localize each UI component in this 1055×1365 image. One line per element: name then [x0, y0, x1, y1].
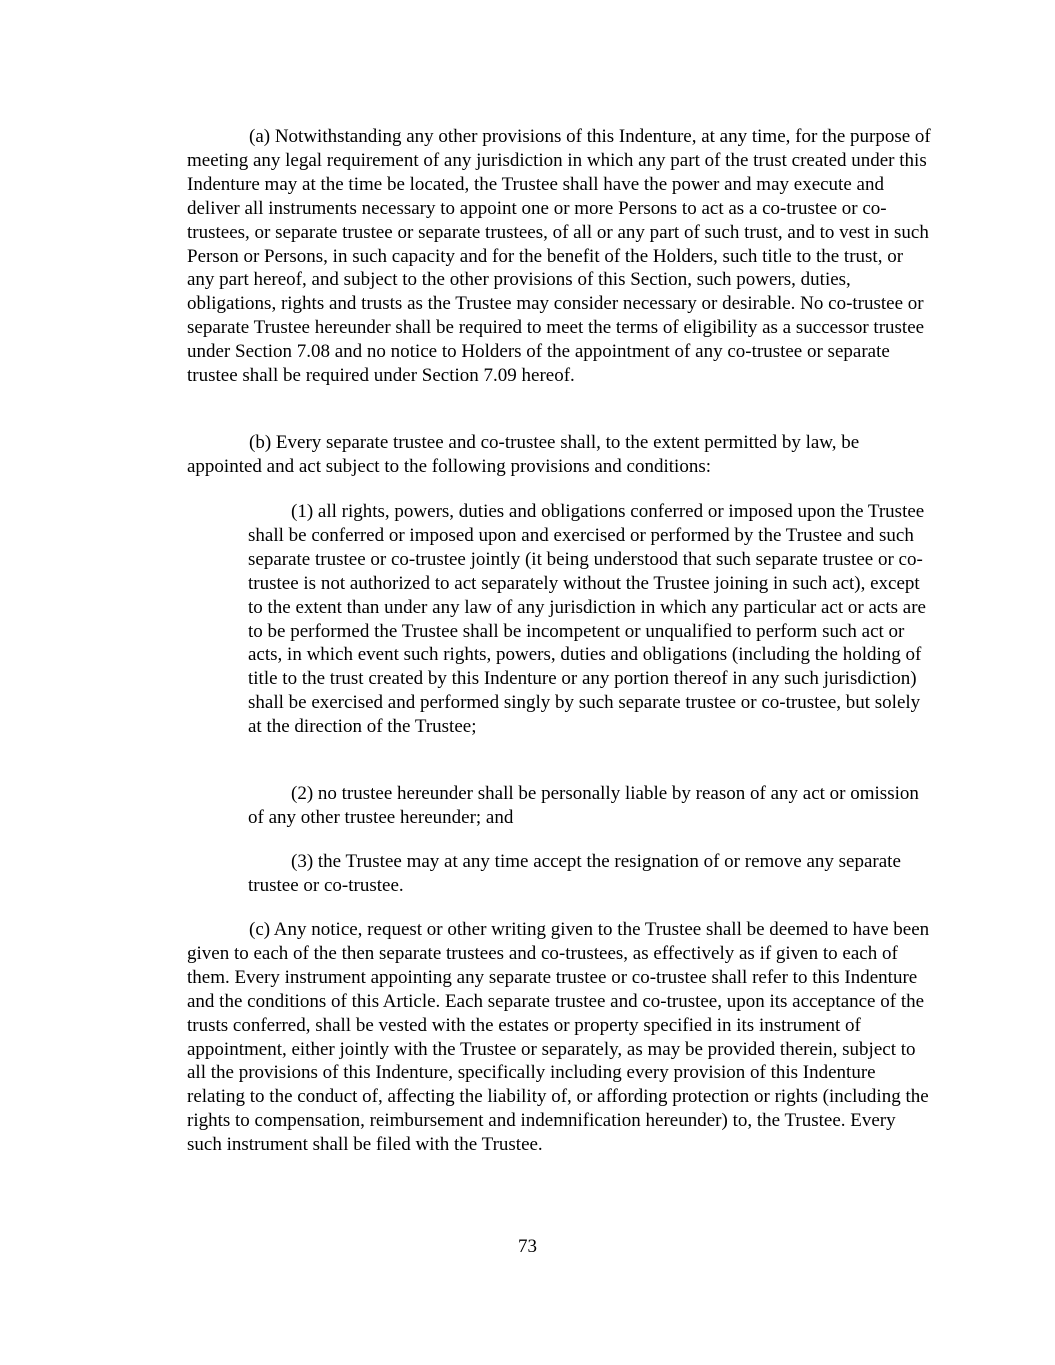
- paragraph-b-clause-2: (2) no trustee hereunder shall be personally liable by reason of any act or omission of any other trustee hereunder; and: [248, 783, 919, 828]
- paragraph-b-clause-3: (3) the Trustee may at any time accept the resignation of or remove any separate trustee or co-trustee.: [248, 851, 901, 896]
- paragraph-b-clause-1: (1) all rights, powers, duties and obligations conferred or imposed upon the Trustee shall be conferred or imposed upon and exercised or performed by the Trustee and such separate trustee or co-trustee jointly (it being understood that such separate trustee or co-trustee is not authorized to act separately without the Trustee joining in such act), except to the extent than under any law of any jurisdiction in which any particular act or acts are to be performed the Trustee shall be incompetent or unqualified to perform such act or acts, in which event such rights, powers, duties and obligations (including the holding of title to the trust created by this Indenture or any portion thereof in any such jurisdiction) shall be exercised and performed singly by such separate trustee or co-trustee, but solely at the direction of the Trustee;: [248, 501, 926, 738]
- paragraph-b: (b) Every separate trustee and co-trustee shall, to the extent permitted by law, be appointed and act subject to the following provisions and conditions:: [187, 432, 860, 477]
- paragraph-a: (a) Notwithstanding any other provisions of this Indenture, at any time, for the purpose of meeting any legal requirement of any jurisdiction in which any part of the trust created under this Indenture may at the time be located, the Trustee shall have the power and may execute and deliver all instruments necessary to appoint one or more Persons to act as a co-trustee or co-trustees, or separate trustee or separate trustees, of all or any part of such trust, and to vest in such Person or Persons, in such capacity and for the benefit of the Holders, such title to the trust, or any part hereof, and subject to the other provisions of this Section, such powers, duties, obligations, rights and trusts as the Trustee may consider necessary or desirable. No co-trustee or separate Trustee hereunder shall be required to meet the terms of eligibility as a successor trustee under Section 7.08 and no notice to Holders of the appointment of any co-trustee or separate trustee shall be required under Section 7.09 hereof.: [187, 126, 931, 387]
- page-number: 73: [518, 1236, 537, 1257]
- paragraph-c: (c) Any notice, request or other writing given to the Trustee shall be deemed to have been given to each of the then separate trustees and co-trustees, as effectively as if given to each of them. Every instrument appointing any separate trustee or co-trustee shall refer to this Indenture and the conditions of this Article. Each separate trustee and co-trustee, upon its acceptance of the trusts conferred, shall be vested with the estates or property specified in its instrument of appointment, either jointly with the Trustee or separately, as may be provided therein, subject to all the provisions of this Indenture, specifically including every provision of this Indenture relating to the conduct of, affecting the liability of, or affording protection or rights (including the rights to compensation, reimbursement and indemnification hereunder) to, the Trustee. Every such instrument shall be filed with the Trustee.: [187, 919, 930, 1156]
